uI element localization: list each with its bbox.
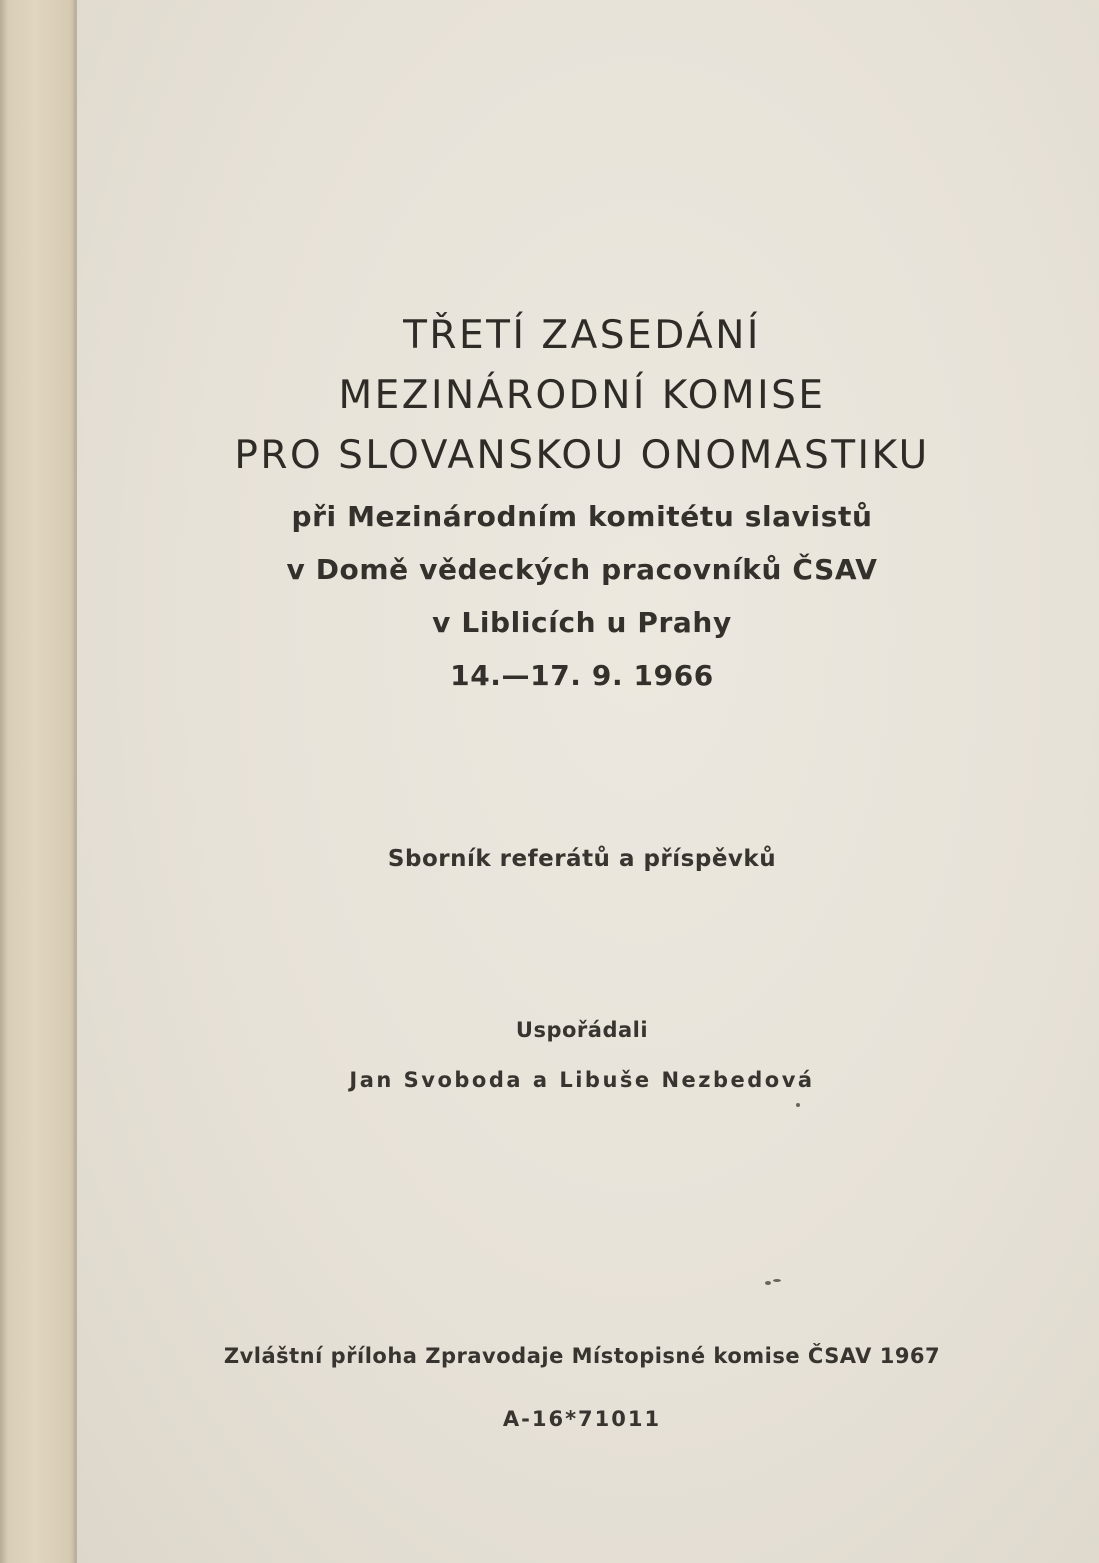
subtitle-line-1: při Mezinárodním komitétu slavistů — [291, 500, 873, 533]
editors-names: Jan Svoboda a Libuše Nezbedová — [349, 1068, 815, 1092]
paper-sheet — [77, 0, 1099, 1563]
conference-dates: 14.—17. 9. 1966 — [450, 659, 714, 692]
catalog-code: A-16*71011 — [502, 1407, 662, 1431]
subtitle-line-3: v Liblicích u Prahy — [432, 606, 732, 639]
binding-spine — [0, 0, 74, 1563]
paper-speck — [765, 1281, 771, 1285]
collection-label: Sborník referátů a příspěvků — [387, 846, 777, 872]
subtitle-line-2: v Domě vědeckých pracovníků ČSAV — [286, 553, 878, 586]
title-line-1: TŘETÍ ZASEDÁNÍ — [403, 313, 761, 358]
title-line-3: PRO SLOVANSKOU ONOMASTIKU — [234, 433, 930, 478]
supplement-note: Zvláštní příloha Zpravodaje Místopisné komise ČSAV 1967 — [223, 1344, 941, 1368]
paper-speck — [773, 1279, 781, 1282]
paper-speck — [796, 1103, 800, 1107]
title-line-2: MEZINÁRODNÍ KOMISE — [338, 373, 826, 418]
editors-label: Uspořádali — [515, 1018, 649, 1042]
